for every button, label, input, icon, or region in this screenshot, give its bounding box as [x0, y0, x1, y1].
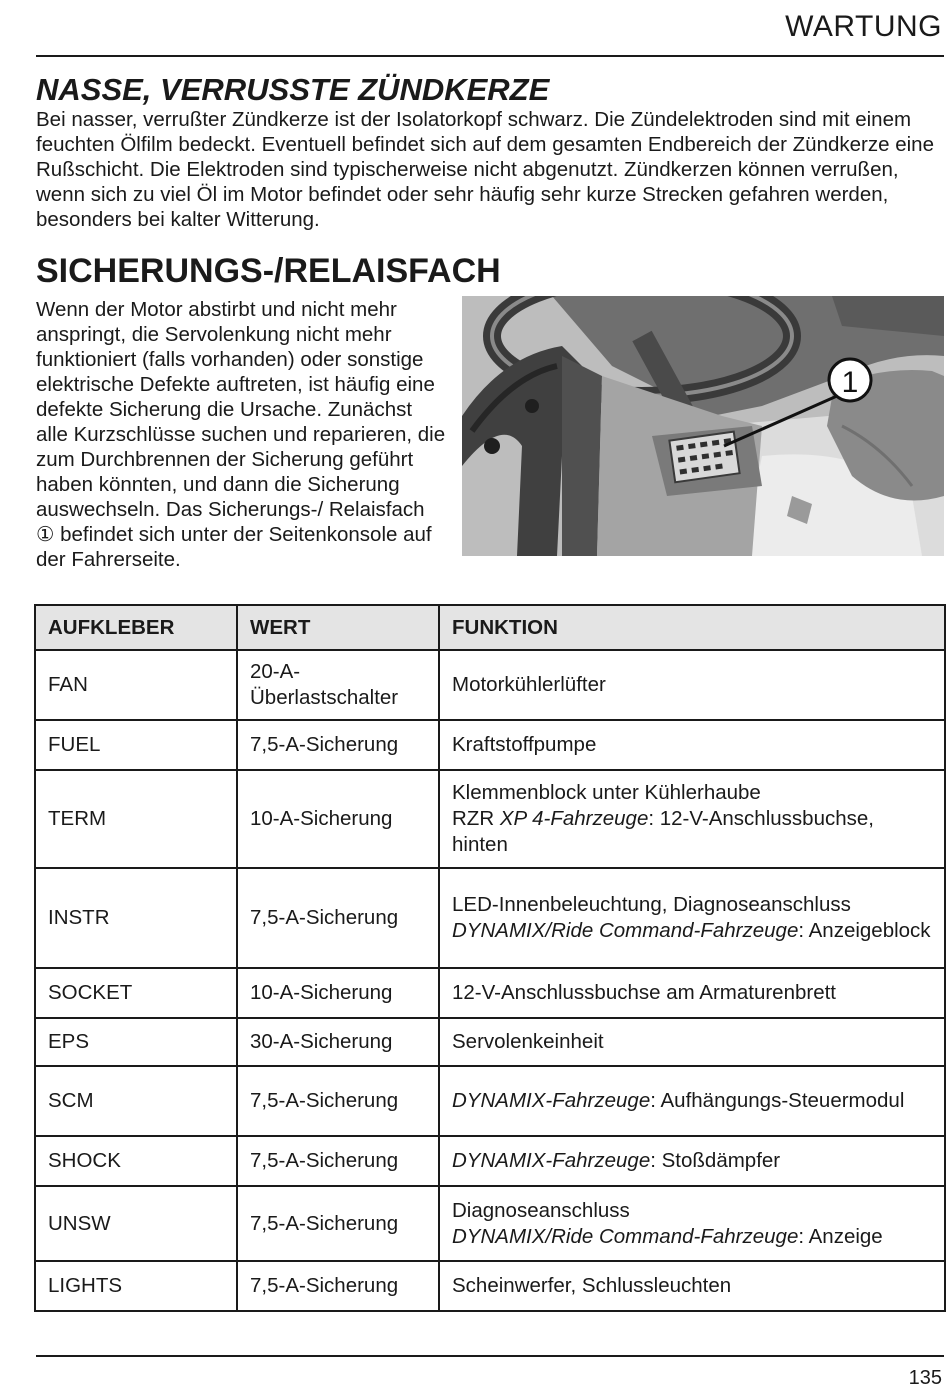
fuse-function-cell	[439, 1136, 945, 1186]
fuse-label-cell: INSTR	[35, 868, 237, 968]
function-text: : 12-V-Anschlussbuchse, hinten	[452, 807, 874, 856]
photo-callout-number: 1	[841, 366, 859, 399]
fuse-function-cell	[439, 650, 945, 720]
table-row	[35, 1186, 945, 1261]
function-line	[452, 1198, 932, 1224]
fuse-label-cell: SCM	[35, 1066, 237, 1136]
function-vehicle-qualifier: DYNAMIX-Fahrzeuge	[452, 1149, 651, 1172]
fuse-label-cell: SHOCK	[35, 1136, 237, 1186]
fuse-table	[34, 604, 946, 1312]
function-line	[452, 1273, 932, 1299]
fuse-function-cell	[439, 720, 945, 770]
function-text: 12-V-Anschlussbuchse am Armaturenbrett	[452, 981, 836, 1004]
fuse-function-cell	[439, 968, 945, 1018]
fuse-function-cell	[439, 1186, 945, 1261]
table-row	[35, 1136, 945, 1186]
table-row	[35, 968, 945, 1018]
function-text: : Aufhängungs-Steuermodul	[650, 1089, 905, 1112]
function-line	[452, 672, 932, 698]
fuse-value-cell: 20-A-Überlastschalter	[237, 650, 439, 720]
table-row	[35, 770, 945, 868]
table-row	[35, 1066, 945, 1136]
fuse-label-cell: FAN	[35, 650, 237, 720]
table-row	[35, 1261, 945, 1311]
function-text: Klemmenblock unter Kühlerhaube	[452, 781, 761, 804]
fuse-value-cell: 30-A-Sicherung	[237, 1018, 439, 1066]
fuse-function-cell	[439, 770, 945, 868]
fuse-value-cell: 7,5-A-Sicherung	[237, 1186, 439, 1261]
function-text: LED-Innenbeleuchtung, Diagnoseanschluss	[452, 893, 851, 916]
fuse-box-location-photo	[462, 296, 944, 556]
function-line	[452, 892, 932, 918]
footer-divider	[36, 1355, 944, 1357]
paragraph-fuse-box: Wenn der Motor abstirbt und nicht mehr anspringt, die Servolenkung nicht mehr funktioniert (falls vorhanden) oder sonstige elektrische Defekte auftreten, ist häufig eine defekte Sicherung die Ursache. Zunächst alle Kurzschlüsse suchen und reparieren, die zum Durchbrennen der Sicherung geführt haben könnten, und dann die Sicherung auswechseln. Das Sicherungs-/ Relaisfach ① befindet sich unter der Seitenkonsole auf der Fahrerseite.	[36, 298, 446, 571]
fuse-value-cell: 7,5-A-Sicherung	[237, 868, 439, 968]
table-row	[35, 650, 945, 720]
function-text: : Stoßdämpfer	[650, 1149, 781, 1172]
heading-fuse-box: SICHERUNGS-/RELAISFACH	[36, 252, 501, 290]
column-header-function: FUNKTION	[439, 605, 945, 650]
function-line	[452, 732, 932, 758]
heading-wet-spark-plug: NASSE, VERRUSSTE ZÜNDKERZE	[36, 72, 550, 107]
function-text: Servolenkeinheit	[452, 1030, 604, 1053]
fuse-label-cell: EPS	[35, 1018, 237, 1066]
fuse-value-cell: 7,5-A-Sicherung	[237, 720, 439, 770]
fuse-label-cell: FUEL	[35, 720, 237, 770]
fuse-value-cell: 7,5-A-Sicherung	[237, 1066, 439, 1136]
fuse-label-cell: SOCKET	[35, 968, 237, 1018]
header-divider	[36, 55, 944, 57]
table-row	[35, 1018, 945, 1066]
section-header: WARTUNG	[785, 10, 942, 43]
function-text: : Anzeigeblock	[798, 919, 931, 942]
column-header-value: WERT	[237, 605, 439, 650]
function-line	[452, 980, 932, 1006]
function-line	[452, 1029, 932, 1055]
function-text: Motorkühlerlüfter	[452, 673, 606, 696]
function-vehicle-qualifier: DYNAMIX/Ride Command-Fahrzeuge	[452, 1224, 799, 1248]
function-vehicle-qualifier: DYNAMIX-Fahrzeuge	[452, 1089, 651, 1112]
fuse-label-cell: LIGHTS	[35, 1261, 237, 1311]
table-row	[35, 720, 945, 770]
function-line	[452, 780, 932, 806]
function-vehicle-qualifier: DYNAMIX/Ride Command-Fahrzeuge	[452, 919, 799, 942]
fuse-label-cell: TERM	[35, 770, 237, 868]
function-line	[452, 1148, 932, 1174]
fuse-function-cell	[439, 868, 945, 968]
function-line	[452, 806, 932, 858]
function-text: : Anzeige	[798, 1224, 883, 1248]
function-text: Kraftstoffpumpe	[452, 733, 597, 756]
column-header-label: AUFKLEBER	[35, 605, 237, 650]
fuse-function-cell	[439, 1018, 945, 1066]
function-line	[452, 1224, 932, 1250]
fuse-value-cell: 7,5-A-Sicherung	[237, 1136, 439, 1186]
function-prefix: RZR	[452, 807, 500, 830]
function-text: Scheinwerfer, Schlussleuchten	[452, 1274, 732, 1297]
function-line	[452, 918, 932, 944]
fuse-function-cell	[439, 1066, 945, 1136]
fuse-function-cell	[439, 1261, 945, 1311]
function-vehicle-qualifier: XP 4-Fahrzeuge	[499, 807, 649, 830]
page-number: 135	[908, 1367, 942, 1389]
table-row	[35, 868, 945, 968]
paragraph-wet-spark-plug: Bei nasser, verrußter Zündkerze ist der Isolatorkopf schwarz. Die Zündelektroden sind mit einem feuchten Ölfilm bedeckt. Eventuell befindet sich auf dem gesamten Endbereich der Zündkerze eine Rußschicht. Die Elektroden sind typischerweise nicht abgenutzt. Zündkerzen können verrußen, wenn sich zu viel Öl im Motor befindet oder sehr häufig sehr kurze Strecken gefahren werden, besonders bei kalter Witterung.	[36, 108, 934, 231]
table-header-row	[35, 605, 945, 650]
fuse-value-cell: 10-A-Sicherung	[237, 968, 439, 1018]
fuse-value-cell: 7,5-A-Sicherung	[237, 1261, 439, 1311]
fuse-value-cell: 10-A-Sicherung	[237, 770, 439, 868]
fuse-label-cell: UNSW	[35, 1186, 237, 1261]
function-line	[452, 1088, 932, 1114]
function-text: Diagnoseanschluss	[452, 1198, 630, 1222]
